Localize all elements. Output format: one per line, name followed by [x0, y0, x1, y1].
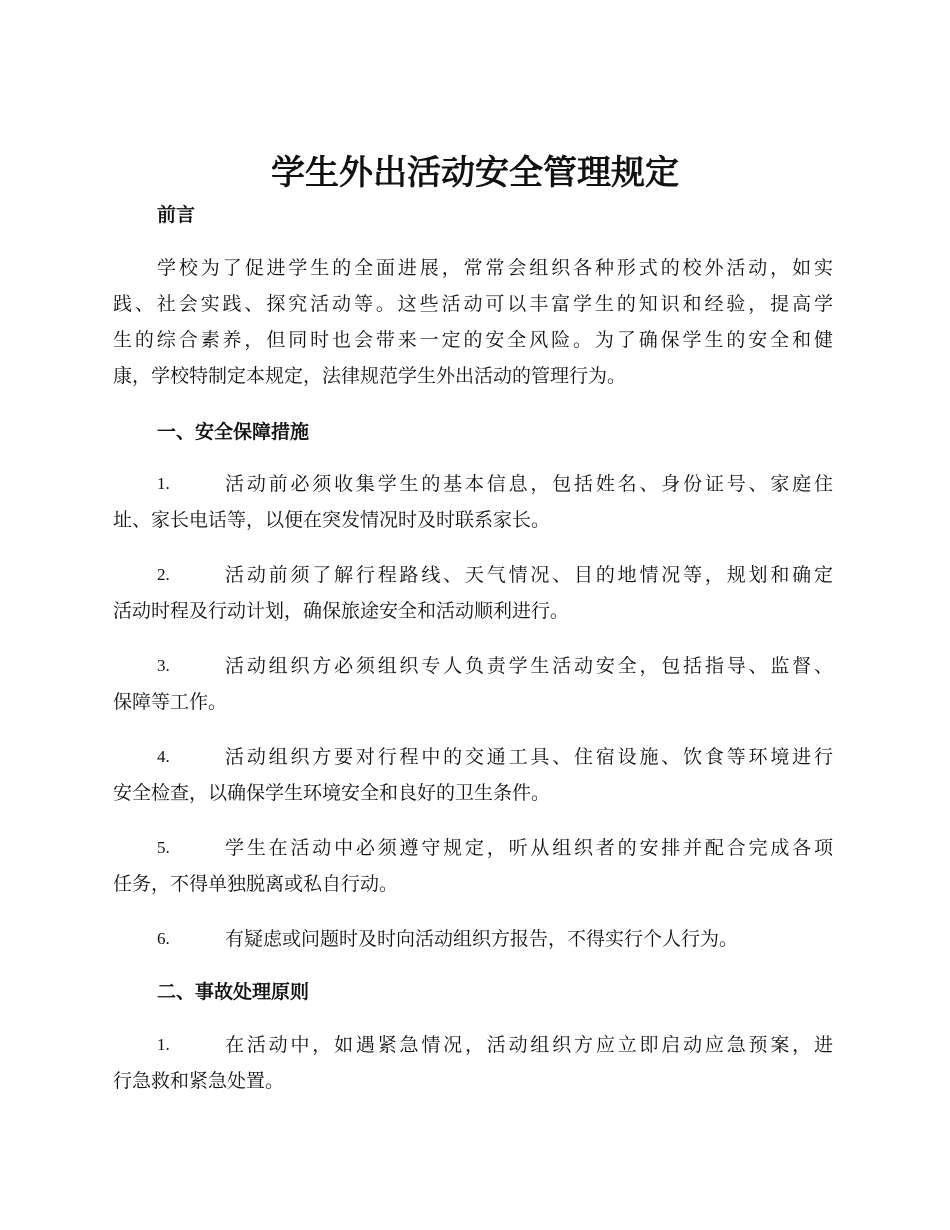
- section2-heading: 二、事故处理原则: [157, 981, 310, 1003]
- item-number: 1.: [157, 474, 170, 493]
- preface-heading: 前言: [157, 204, 196, 226]
- item-number: 6.: [157, 929, 170, 948]
- item-number: 2.: [157, 565, 170, 584]
- document-title: 学生外出活动安全管理规定: [271, 153, 679, 193]
- list-item: [113, 1027, 833, 1099]
- item-number: 5.: [157, 838, 170, 857]
- item-text: 有疑虑或问题时及时向活动组织方报告，不得实行个人行为。: [225, 928, 739, 950]
- item-text-continued: 安全检查，以确保学生环境安全和良好的卫生条件。: [113, 782, 551, 804]
- item-text-continued: 保障等工作。: [113, 691, 228, 713]
- item-text: 学生在活动中必须遵守规定，听从组织者的安排并配合完成各项: [225, 837, 833, 859]
- item-text: 活动前必须收集学生的基本信息，包括姓名、身份证号、家庭住: [225, 473, 833, 495]
- list-item: [113, 830, 833, 902]
- preface-line: 学校为了促进学生的全面进展，常常会组织各种形式的校外活动，如实: [157, 257, 833, 279]
- list-item: [113, 466, 833, 538]
- item-number: 1.: [157, 1035, 170, 1054]
- item-text-continued: 活动时程及行动计划，确保旅途安全和活动顺利进行。: [113, 600, 570, 622]
- list-item: [113, 739, 833, 811]
- preface-line: 康，学校特制定本规定，法律规范学生外出活动的管理行为。: [113, 365, 627, 387]
- list-item: [113, 557, 833, 629]
- item-text: 活动前须了解行程路线、天气情况、目的地情况等，规划和确定: [225, 564, 833, 586]
- item-number: 4.: [157, 747, 170, 766]
- preface-line: 生的综合素养，但同时也会带来一定的安全风险。为了确保学生的安全和健: [113, 329, 833, 351]
- preface-line: 践、社会实践、探究活动等。这些活动可以丰富学生的知识和经验，提高学: [113, 293, 833, 315]
- item-text: 在活动中，如遇紧急情况，活动组织方应立即启动应急预案，进: [225, 1034, 833, 1056]
- preface-paragraph: [113, 250, 833, 394]
- item-text-continued: 任务，不得单独脱离或私自行动。: [113, 873, 399, 895]
- list-item: [113, 921, 833, 957]
- item-text: 活动组织方必须组织专人负责学生活动安全，包括指导、监督、: [225, 655, 833, 677]
- section1-heading: 一、安全保障措施: [157, 421, 310, 443]
- list-item: [113, 648, 833, 720]
- item-text-continued: 行急救和紧急处置。: [113, 1070, 285, 1092]
- item-text: 活动组织方要对行程中的交通工具、住宿设施、饮食等环境进行: [225, 746, 833, 768]
- item-number: 3.: [157, 656, 170, 675]
- item-text-continued: 址、家长电话等，以便在突发情况时及时联系家长。: [113, 509, 551, 531]
